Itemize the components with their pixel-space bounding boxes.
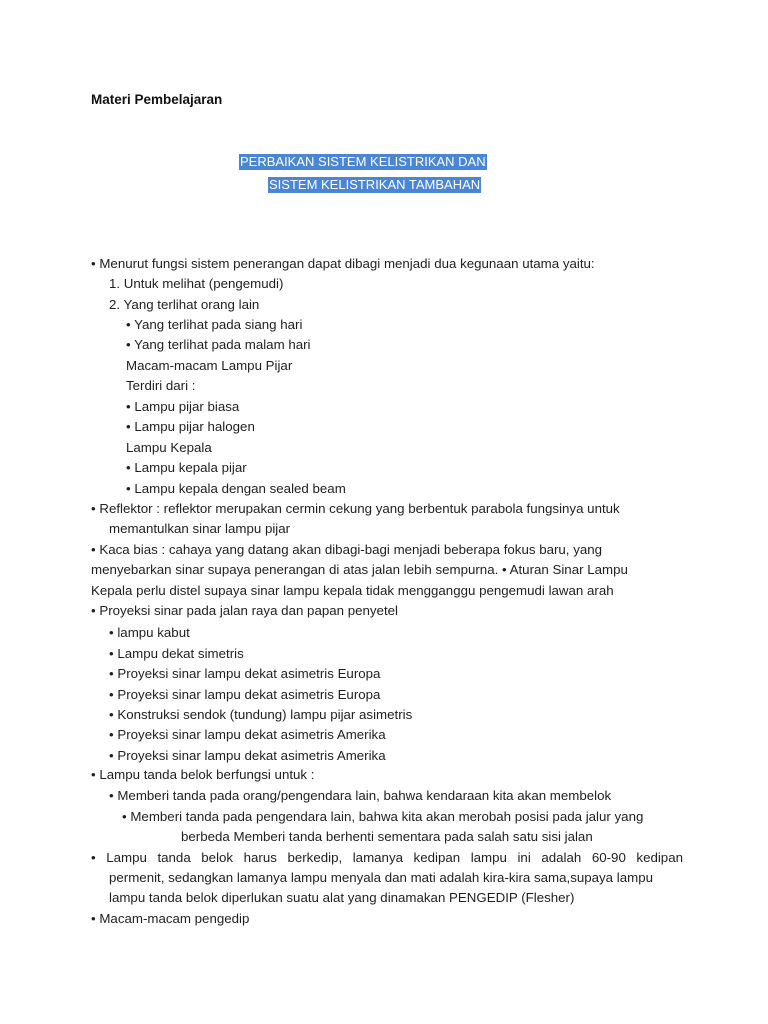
text-line: • Proyeksi sinar lampu dekat asimetris Amerika bbox=[109, 727, 386, 742]
text-line: • Yang terlihat pada siang hari bbox=[126, 317, 303, 332]
text-line: memantulkan sinar lampu pijar bbox=[109, 521, 291, 536]
text-line: • Proyeksi sinar pada jalan raya dan papan penyetel bbox=[91, 603, 398, 618]
text-line: • Proyeksi sinar lampu dekat asimetris Europa bbox=[109, 687, 381, 702]
text-line: • Kaca bias : cahaya yang datang akan dibagi-bagi menjadi beberapa fokus baru, yang bbox=[91, 542, 603, 557]
text-line: • Lampu kepala pijar bbox=[126, 460, 247, 475]
section-heading: Materi Pembelajaran bbox=[91, 92, 223, 107]
text-line: • Menurut fungsi sistem penerangan dapat dibagi menjadi dua kegunaan utama yaitu: bbox=[91, 256, 595, 271]
text-line: • Proyeksi sinar lampu dekat asimetris Europa bbox=[109, 666, 381, 681]
text-line: • Lampu tanda belok harus berkedip, lamanya kedipan lampu ini adalah 60-90 kedipan bbox=[91, 850, 683, 865]
text-line: menyebarkan sinar supaya penerangan di atas jalan lebih sempurna. • Aturan Sinar Lampu bbox=[91, 562, 628, 577]
text-line: 2. Yang terlihat orang lain bbox=[109, 297, 260, 312]
text-line: • Macam-macam pengedip bbox=[91, 911, 250, 926]
text-line: • Memberi tanda pada pengendara lain, bahwa kita akan merobah posisi pada jalur yang bbox=[122, 809, 644, 824]
text-line: • lampu kabut bbox=[109, 625, 190, 640]
text-line: • Konstruksi sendok (tundung) lampu pijar asimetris bbox=[109, 707, 413, 722]
text-line: Kepala perlu distel supaya sinar lampu kepala tidak mengganggu pengemudi lawan arah bbox=[91, 583, 614, 598]
text-line: • Lampu dekat simetris bbox=[109, 646, 244, 661]
text-line: • Lampu pijar halogen bbox=[126, 419, 255, 434]
document-title-line-1: PERBAIKAN SISTEM KELISTRIKAN DAN bbox=[240, 154, 486, 169]
text-line: Macam-macam Lampu Pijar bbox=[126, 358, 293, 373]
text-line: • Lampu pijar biasa bbox=[126, 399, 240, 414]
text-line: • Yang terlihat pada malam hari bbox=[126, 337, 311, 352]
text-line: • Proyeksi sinar lampu dekat asimetris Amerika bbox=[109, 748, 386, 763]
text-line: 1. Untuk melihat (pengemudi) bbox=[109, 276, 284, 291]
text-line: berbeda Memberi tanda berhenti sementara pada salah satu sisi jalan bbox=[181, 829, 593, 844]
text-line: Lampu Kepala bbox=[126, 440, 212, 455]
document-title-line-2: SISTEM KELISTRIKAN TAMBAHAN bbox=[269, 177, 481, 192]
text-line: • Memberi tanda pada orang/pengendara lain, bahwa kendaraan kita akan membelok bbox=[109, 788, 612, 803]
text-line: permenit, sedangkan lamanya lampu menyala dan mati adalah kira-kira sama,supaya lampu bbox=[109, 870, 653, 885]
text-line: Terdiri dari : bbox=[126, 378, 196, 393]
text-line: lampu tanda belok diperlukan suatu alat yang dinamakan PENGEDIP (Flesher) bbox=[109, 890, 575, 905]
text-line: • Reflektor : reflektor merupakan cermin cekung yang berbentuk parabola fungsinya untuk bbox=[91, 501, 620, 516]
text-line: • Lampu tanda belok berfungsi untuk : bbox=[91, 767, 315, 782]
text-line: • Lampu kepala dengan sealed beam bbox=[126, 481, 346, 496]
